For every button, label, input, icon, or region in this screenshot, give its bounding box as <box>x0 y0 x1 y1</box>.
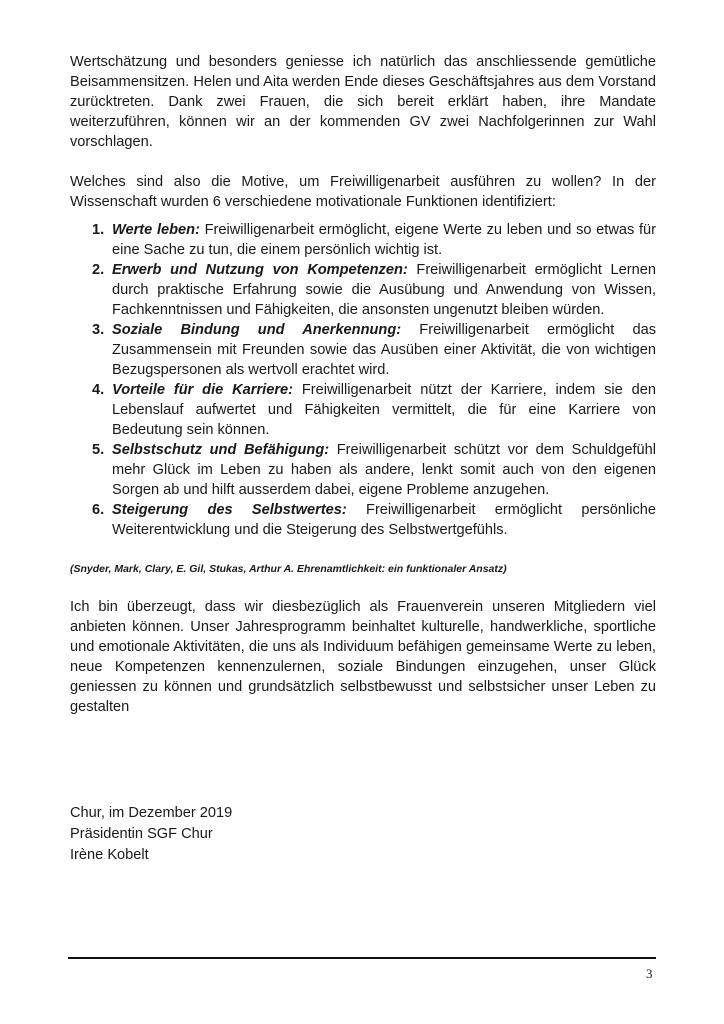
list-item-text: Freiwilligenarbeit schützt vor dem Schuldgefühl mehr Glück im Leben zu haben als andere, lenkt somit auch von den eigenen Sorgen ab und hilft ausserdem dabei, eigene Probleme anzugehen. <box>112 442 656 498</box>
page-number: 3 <box>646 966 653 981</box>
list-item <box>70 500 656 540</box>
list-item <box>70 440 656 500</box>
list-item-number: 2. <box>92 262 105 278</box>
signature-name: Irène Kobelt <box>70 847 149 863</box>
list-item <box>70 380 656 440</box>
list-item-text: Freiwilligenarbeit ermöglicht das Zusammensein mit Freunden sowie das Ausüben einer Aktivität, die von wichtigen Bezugspersonen als wertvoll erachtet wird. <box>112 322 656 378</box>
list-item-term: Selbstschutz und Befähigung: <box>112 442 330 458</box>
list-item-term: Steigerung des Selbstwertes: <box>112 502 347 518</box>
list-item-text: Freiwilligenarbeit ermöglicht, eigene Werte zu leben und so etwas für eine Sache zu tun, die einem persönlich wichtig ist. <box>112 222 656 258</box>
list-item-term: Werte leben: <box>112 222 200 238</box>
footer-divider <box>68 957 656 959</box>
list-item-term: Vorteile für die Karriere: <box>112 382 293 398</box>
signature-place-date: Chur, im Dezember 2019 <box>70 805 233 821</box>
list-item-term: Soziale Bindung und Anerkennung: <box>112 322 402 338</box>
signature-block <box>70 803 232 866</box>
intro-paragraph: Wertschätzung und besonders geniesse ich natürlich das anschliessende gemütliche Beisammensitzen. Helen und Aita werden Ende dieses Geschäftsjahres aus dem Vorstand zurücktreten. Dank zwei Frauen, die sich bereit erklärt haben, ihre Mandate weiterzuführen, können wir an der kommenden GV zwei Nachfolgerinnen zur Wahl vorschlagen. <box>70 54 656 150</box>
signature-role: Präsidentin SGF Chur <box>70 826 213 842</box>
closing-paragraph: Ich bin überzeugt, dass wir diesbezüglich als Frauenverein unseren Mitgliedern viel anbieten können. Unser Jahresprogramm beinhaltet kulturelle, handwerkliche, sportliche und emotionale Aktivitäten, die uns als Individuum befähigen gemeinsame Werte zu leben, neue Kompetenzen kennenzulernen, soziale Bindungen einzugehen, unser Glück geniessen zu können und grundsätzlich selbstbewusst und selbstsicher unser Leben zu gestalten <box>70 599 656 715</box>
list-item-text: Freiwilligenarbeit nützt der Karriere, indem sie den Lebenslauf aufwertet und Fähigkeiten vermittelt, die für eine Karriere von Bedeutung sein können. <box>112 382 657 438</box>
list-item-number: 3. <box>92 322 105 338</box>
list-item <box>70 220 656 260</box>
citation: (Snyder, Mark, Clary, E. Gil, Stukas, Arthur A. Ehrenamtlichkeit: ein funktionaler Ansatz) <box>70 563 507 575</box>
list-item-number: 4. <box>92 382 105 398</box>
list-item-number: 5. <box>92 442 105 458</box>
list-item <box>70 320 656 380</box>
list-item-text: Freiwilligenarbeit ermöglicht Lernen durch praktische Erfahrung sowie die Ausübung und Anwendung von Wissen, Fachkenntnissen und Fähigkeiten, die ansonsten ungenutzt bleiben würden. <box>112 262 656 318</box>
document-body <box>70 52 656 717</box>
question-paragraph: Welches sind also die Motive, um Freiwilligenarbeit ausführen zu wollen? In der Wissenschaft wurden 6 verschiedene motivationale Funktionen identifiziert: <box>70 174 656 210</box>
list-item-term: Erwerb und Nutzung von Kompetenzen: <box>112 262 408 278</box>
list-item <box>70 260 656 320</box>
list-item-number: 6. <box>92 502 105 518</box>
list-item-text: Freiwilligenarbeit ermöglicht persönliche Weiterentwicklung und die Steigerung des Selbstwertgefühls. <box>112 502 656 538</box>
list-item-number: 1. <box>92 222 105 238</box>
motives-list <box>70 220 656 540</box>
